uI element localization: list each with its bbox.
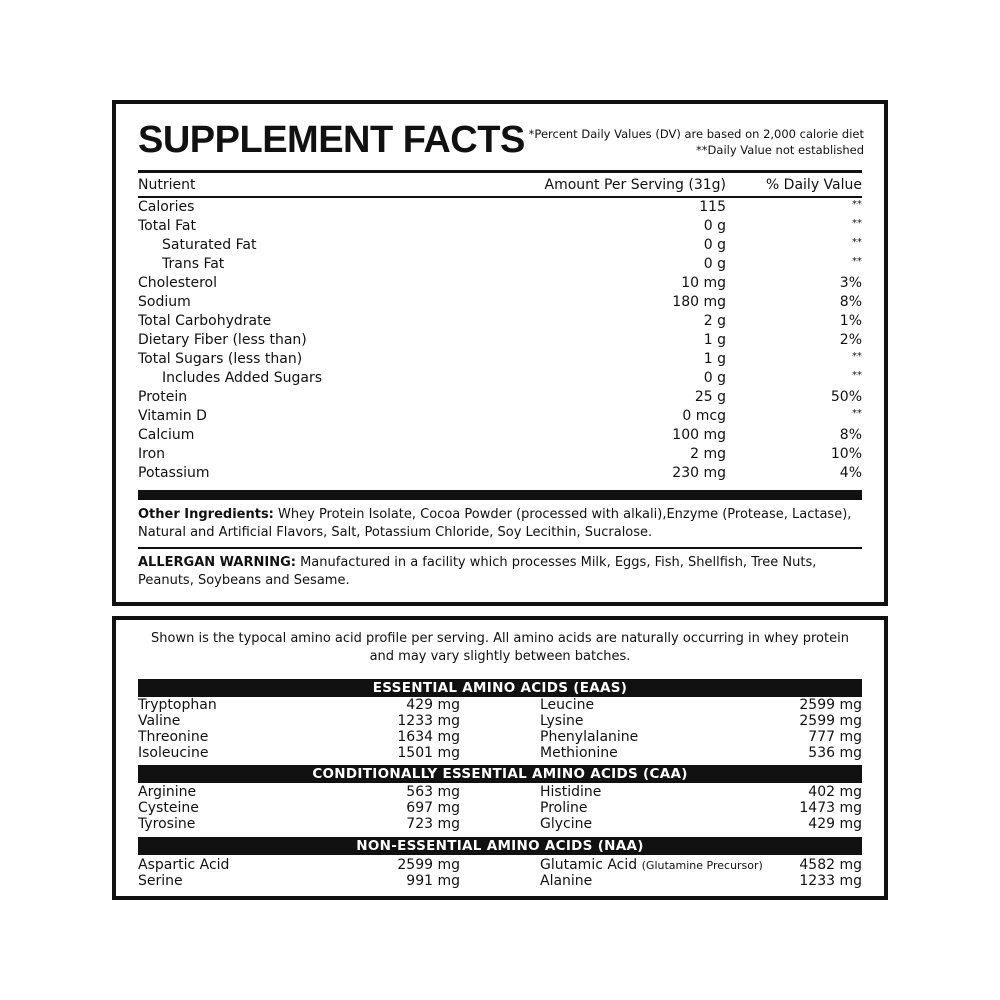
amino-value: 1233 mg bbox=[799, 873, 862, 889]
amino-name: Tryptophan bbox=[138, 697, 217, 713]
daily-value-note-line-1: *Percent Daily Values (DV) are based on 2,000 calorie diet bbox=[528, 127, 864, 141]
naa-band: NON-ESSENTIAL AMINO ACIDS (NAA) bbox=[138, 837, 862, 855]
nutrient-header-row bbox=[138, 176, 862, 195]
amino-name: Isoleucine bbox=[138, 745, 209, 761]
other-ingredients bbox=[138, 506, 862, 542]
amino-row bbox=[138, 800, 862, 816]
nutrient-amount: 25 g bbox=[694, 389, 726, 405]
nutrient-dv: 4% bbox=[839, 465, 862, 481]
nutrient-row bbox=[138, 274, 862, 293]
amino-value: 2599 mg bbox=[397, 857, 460, 873]
nutrient-dv: 2% bbox=[839, 332, 862, 348]
amino-name: Glutamic Acid bbox=[540, 857, 638, 873]
nutrient-row bbox=[138, 407, 862, 426]
amino-note: (Glutamine Precursor) bbox=[641, 859, 763, 872]
amount-header: Amount Per Serving (31g) bbox=[544, 177, 726, 193]
daily-value-note-line-2: **Daily Value not established bbox=[696, 143, 864, 157]
nutrient-name: Total Fat bbox=[138, 218, 196, 234]
nutrient-amount: 2 mg bbox=[690, 446, 726, 462]
amino-name: Histidine bbox=[540, 784, 602, 800]
amino-name: Methionine bbox=[540, 745, 618, 761]
amino-value: 563 mg bbox=[406, 784, 460, 800]
nutrient-dv: 10% bbox=[830, 446, 862, 462]
amino-name: Serine bbox=[138, 873, 183, 889]
nutrient-amount: 0 g bbox=[703, 256, 726, 272]
nutrient-dv: 8% bbox=[839, 294, 862, 310]
amino-row bbox=[138, 873, 862, 889]
amino-value: 1473 mg bbox=[799, 800, 862, 816]
supplement-facts-panel bbox=[112, 100, 888, 606]
amino-value: 723 mg bbox=[406, 816, 460, 832]
daily-value-header: % Daily Value bbox=[765, 177, 862, 193]
nutrient-dv: ** bbox=[852, 256, 862, 267]
amino-value: 2599 mg bbox=[799, 697, 862, 713]
nutrient-name: Dietary Fiber (less than) bbox=[138, 332, 307, 348]
amino-name: Tyrosine bbox=[138, 816, 196, 832]
amino-name: Arginine bbox=[138, 784, 197, 800]
nutrient-name: Protein bbox=[138, 389, 188, 405]
amino-name: Threonine bbox=[138, 729, 209, 745]
amino-value: 1501 mg bbox=[397, 745, 460, 761]
amino-row bbox=[138, 745, 862, 761]
nutrient-amount: 0 mcg bbox=[682, 408, 726, 424]
amino-value: 1634 mg bbox=[397, 729, 460, 745]
nutrient-row bbox=[138, 198, 862, 217]
nutrient-row bbox=[138, 236, 862, 255]
allergen-label: ALLERGAN WARNING: bbox=[138, 555, 296, 570]
amino-value: 429 mg bbox=[406, 697, 460, 713]
nutrient-dv: ** bbox=[852, 237, 862, 248]
nutrient-dv: ** bbox=[852, 370, 862, 381]
nutrient-row bbox=[138, 388, 862, 407]
amino-name: Cysteine bbox=[138, 800, 199, 816]
nutrient-row bbox=[138, 350, 862, 369]
allergen-text: Manufactured in a facility which processes Milk, Eggs, Fish, Shellfish, Tree Nuts, Peanuts, Soybeans and Sesame. bbox=[138, 555, 817, 588]
amino-value: 429 mg bbox=[808, 816, 862, 832]
nutrient-row bbox=[138, 464, 862, 483]
nutrient-amount: 1 g bbox=[703, 332, 726, 348]
nutrient-dv: ** bbox=[852, 218, 862, 229]
nutrient-name: Trans Fat bbox=[162, 256, 225, 272]
other-ingredients-text: Whey Protein Isolate, Cocoa Powder (processed with alkali),Enzyme (Protease, Lactase), Natural and Artificial Flavors, Salt, Potassium Chloride, Soy Lecithin, Sucralose. bbox=[138, 507, 852, 540]
amino-name: Valine bbox=[138, 713, 181, 729]
nutrient-amount: 1 g bbox=[703, 351, 726, 367]
nutrient-row bbox=[138, 426, 862, 445]
allergen-warning bbox=[138, 554, 862, 590]
amino-value: 777 mg bbox=[808, 729, 862, 745]
nutrient-dv: 3% bbox=[839, 275, 862, 291]
nutrient-name: Potassium bbox=[138, 465, 210, 481]
amino-name: Lysine bbox=[540, 713, 584, 729]
amino-row bbox=[138, 784, 862, 800]
nutrient-row bbox=[138, 217, 862, 236]
nutrient-dv: ** bbox=[852, 351, 862, 362]
nutrient-row bbox=[138, 445, 862, 464]
nutrient-row bbox=[138, 293, 862, 312]
amino-row bbox=[138, 713, 862, 729]
panel-title: SUPPLEMENT FACTS bbox=[138, 119, 525, 161]
amino-row bbox=[138, 816, 862, 832]
nutrient-amount: 0 g bbox=[703, 370, 726, 386]
amino-value: 536 mg bbox=[808, 745, 862, 761]
nutrient-name: Calories bbox=[138, 199, 195, 215]
amino-value: 697 mg bbox=[406, 800, 460, 816]
nutrient-row bbox=[138, 255, 862, 274]
nutrient-amount: 230 mg bbox=[672, 465, 726, 481]
nutrient-amount: 100 mg bbox=[672, 427, 726, 443]
nutrient-amount: 115 bbox=[699, 199, 726, 215]
nutrient-amount: 0 g bbox=[703, 237, 726, 253]
nutrient-name: Total Carbohydrate bbox=[138, 313, 272, 329]
nutrient-dv: ** bbox=[852, 199, 862, 210]
other-ingredients-label: Other Ingredients: bbox=[138, 507, 274, 522]
ingredients-divider bbox=[138, 547, 862, 549]
amino-name: Glycine bbox=[540, 816, 593, 832]
amino-intro: Shown is the typocal amino acid profile per serving. All amino acids are naturally occurring in whey protein and may vary slightly between batches. bbox=[151, 631, 849, 664]
amino-name: Proline bbox=[540, 800, 588, 816]
thick-divider bbox=[138, 490, 862, 500]
amino-name: Alanine bbox=[540, 873, 593, 889]
nutrient-name: Calcium bbox=[138, 427, 195, 443]
amino-value: 991 mg bbox=[406, 873, 460, 889]
nutrient-name: Total Sugars (less than) bbox=[138, 351, 303, 367]
amino-name: Phenylalanine bbox=[540, 729, 639, 745]
amino-value: 4582 mg bbox=[799, 857, 862, 873]
nutrient-name: Cholesterol bbox=[138, 275, 218, 291]
amino-name-with-note bbox=[540, 857, 763, 874]
nutrient-amount: 180 mg bbox=[672, 294, 726, 310]
nutrient-header: Nutrient bbox=[138, 177, 196, 193]
nutrient-row bbox=[138, 331, 862, 350]
header-rule bbox=[138, 170, 862, 173]
amino-name: Leucine bbox=[540, 697, 595, 713]
nutrient-dv: 50% bbox=[830, 389, 862, 405]
nutrient-amount: 2 g bbox=[703, 313, 726, 329]
amino-name: Aspartic Acid bbox=[138, 857, 230, 873]
nutrient-row bbox=[138, 369, 862, 388]
nutrient-name: Saturated Fat bbox=[162, 237, 257, 253]
amino-value: 402 mg bbox=[808, 784, 862, 800]
eaa-band: ESSENTIAL AMINO ACIDS (EAAS) bbox=[138, 679, 862, 697]
amino-row bbox=[138, 697, 862, 713]
amino-value: 2599 mg bbox=[799, 713, 862, 729]
amino-value: 1233 mg bbox=[397, 713, 460, 729]
nutrient-dv: 1% bbox=[839, 313, 862, 329]
nutrient-dv: 8% bbox=[839, 427, 862, 443]
nutrient-dv: ** bbox=[852, 408, 862, 419]
amino-row bbox=[138, 857, 862, 873]
nutrient-row bbox=[138, 312, 862, 331]
nutrient-amount: 0 g bbox=[703, 218, 726, 234]
caa-band: CONDITIONALLY ESSENTIAL AMINO ACIDS (CAA) bbox=[138, 765, 862, 783]
nutrient-name: Sodium bbox=[138, 294, 191, 310]
nutrient-name: Includes Added Sugars bbox=[162, 370, 323, 386]
nutrient-amount: 10 mg bbox=[681, 275, 726, 291]
amino-acid-panel bbox=[112, 616, 888, 900]
amino-row bbox=[138, 729, 862, 745]
daily-value-note bbox=[529, 126, 864, 158]
nutrient-name: Iron bbox=[138, 446, 166, 462]
nutrient-name: Vitamin D bbox=[138, 408, 207, 424]
